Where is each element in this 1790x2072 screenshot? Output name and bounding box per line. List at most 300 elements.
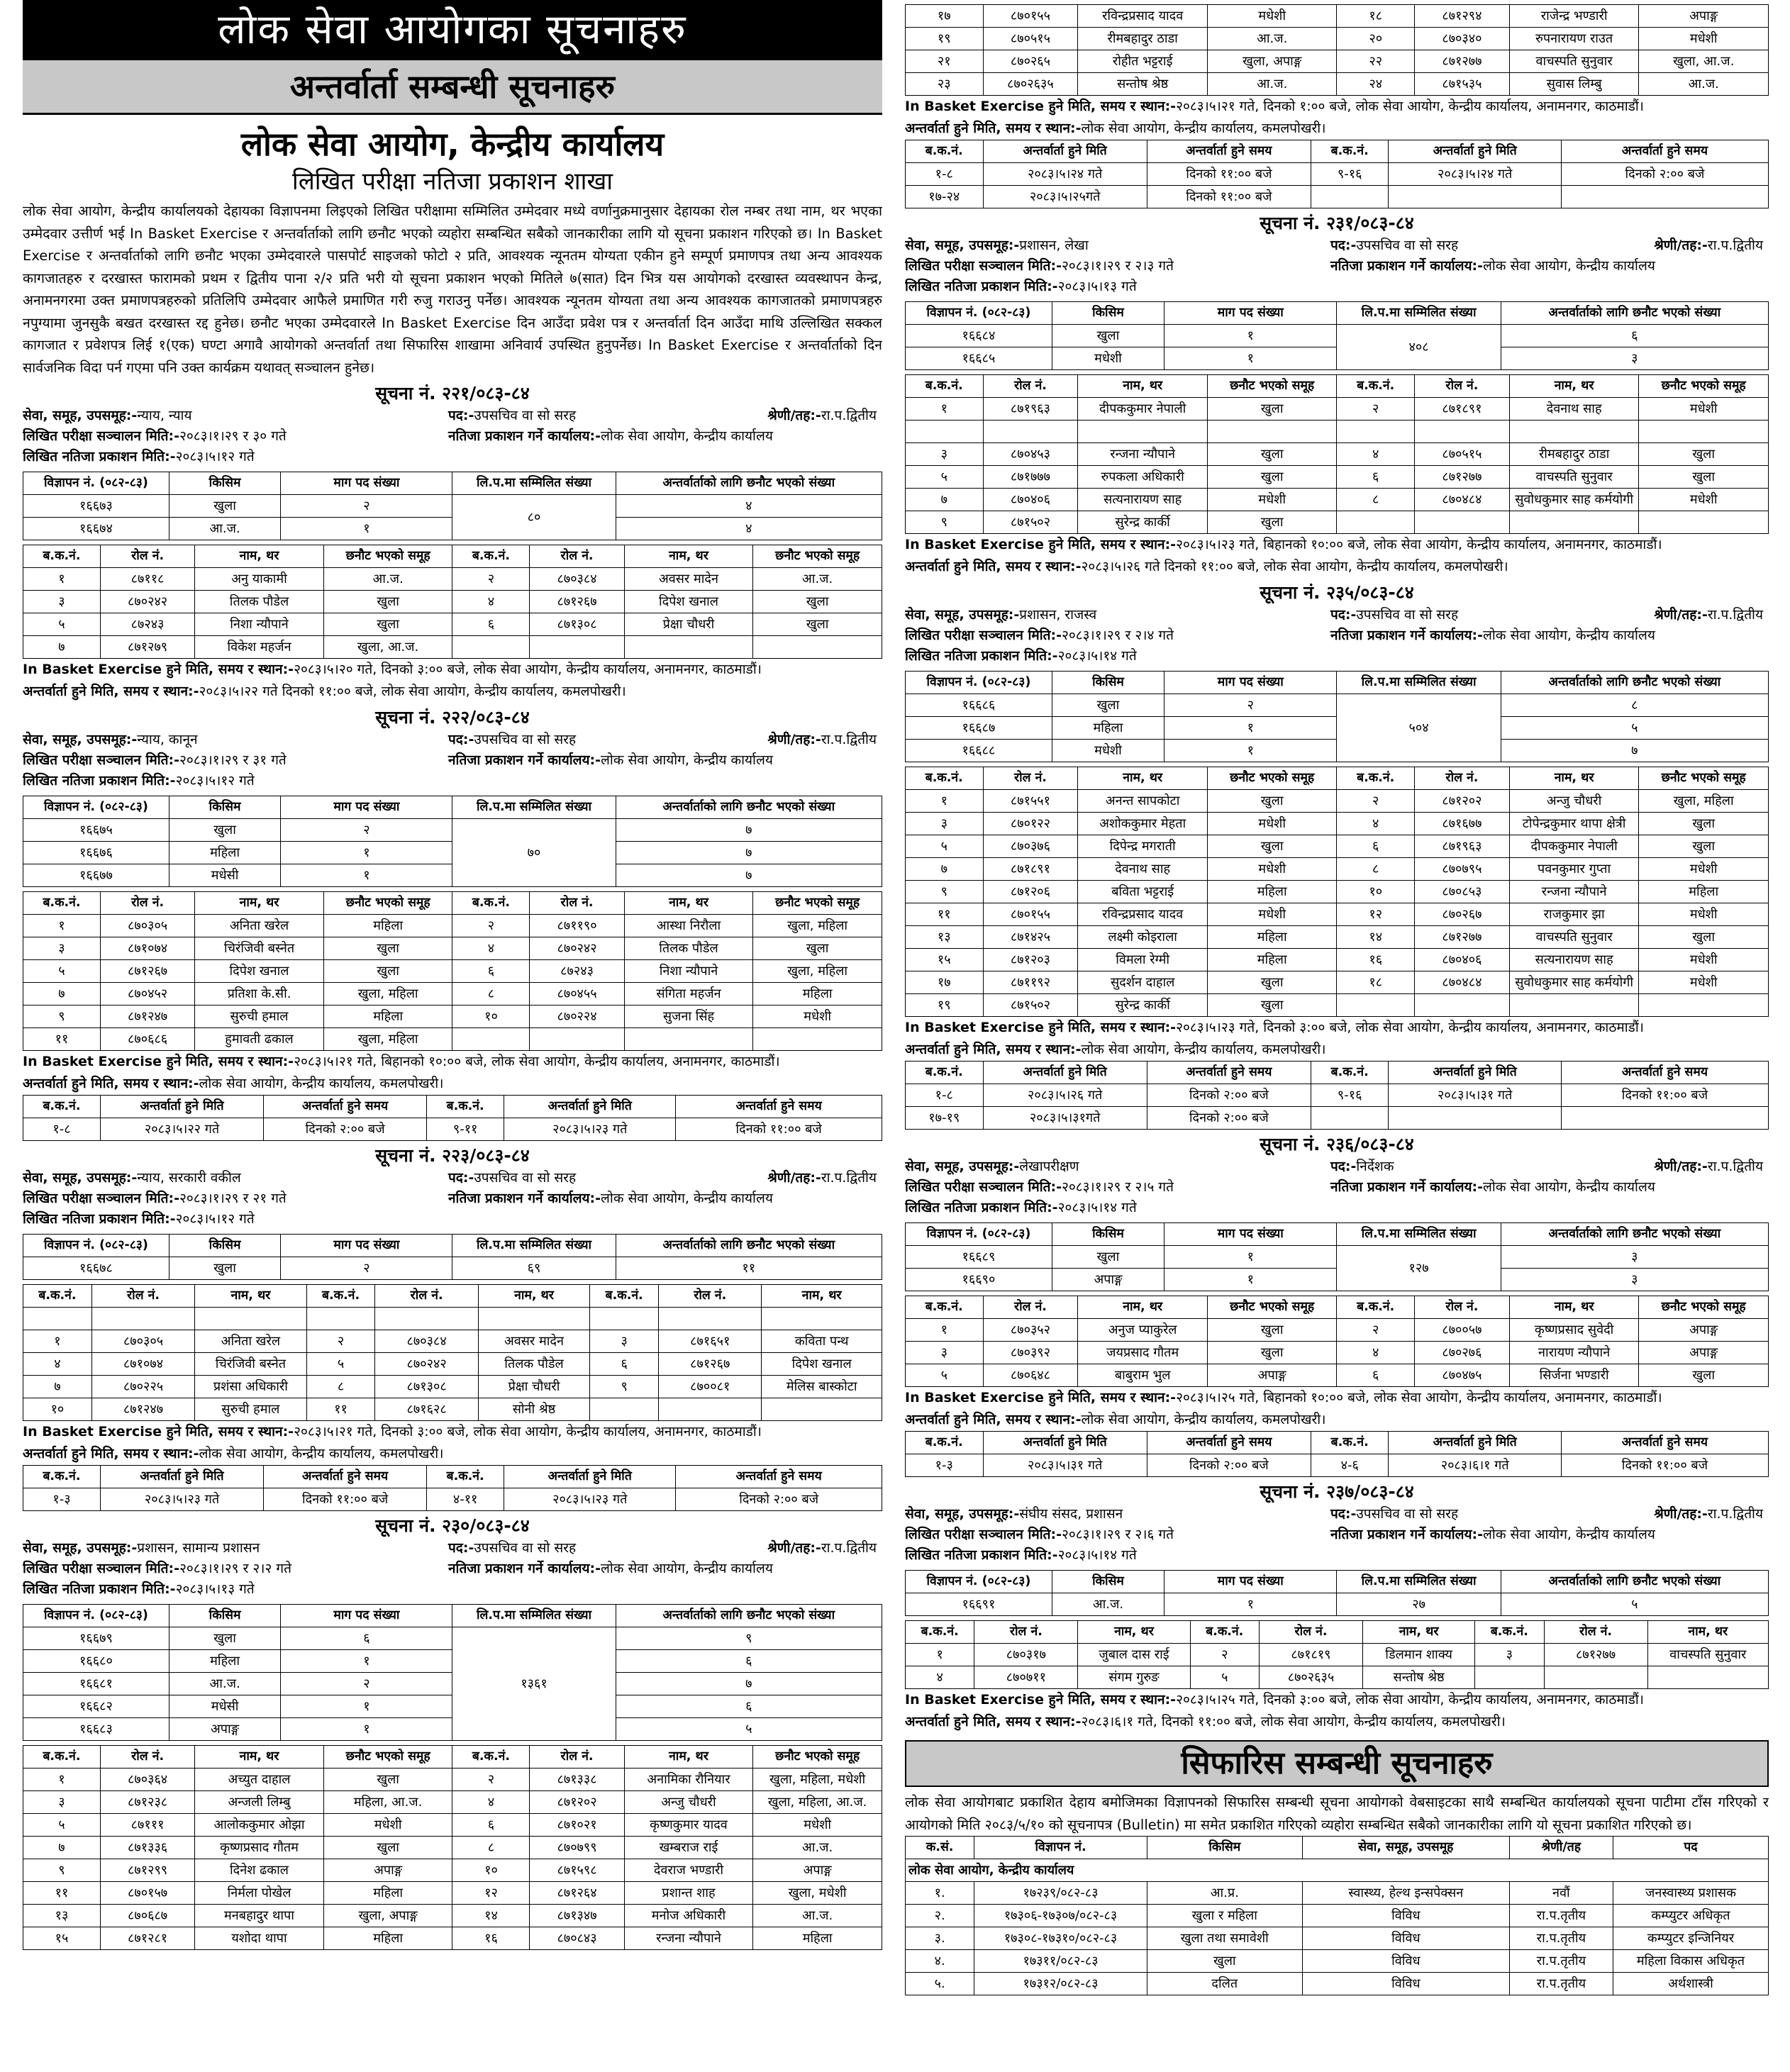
candidate-header: रोल नं. <box>1414 1296 1509 1319</box>
selected-count: ५ <box>616 1718 882 1741</box>
meta-value: रा.प.द्वितीय <box>1707 238 1763 253</box>
meta-value: लोक सेवा आयोग, केन्द्रीय कार्यालय <box>601 428 773 444</box>
meta-result_office <box>448 750 773 771</box>
candidate-cell: ३ <box>23 1791 101 1814</box>
schedule-line <box>905 118 1769 140</box>
notice-meta-row <box>23 750 882 771</box>
candidate-cell: ४ <box>23 1353 92 1376</box>
meta-label: लिखित परीक्षा सञ्चालन मिति:- <box>905 1179 1062 1195</box>
candidate-cell: १६ <box>452 1927 530 1950</box>
written-exam-total: १२७ <box>1337 1246 1501 1291</box>
candidate-cell: खुला <box>1207 971 1337 994</box>
adv-number: १६६८७ <box>906 717 1052 740</box>
candidate-header: ब.क.नं. <box>906 1621 974 1644</box>
schedule-cell: दिनको ११:०० बजे <box>1147 163 1311 186</box>
candidate-cell: ८७०६८६ <box>100 1028 194 1051</box>
notice-title: सूचना नं. २३५/०८३-८४ <box>1260 582 1414 603</box>
candidate-header: छनौट भएको समूह <box>1207 375 1337 398</box>
candidate-cell: खुला, महिला <box>753 960 882 983</box>
candidate-cell: प्रेक्षा चौधरी <box>478 1376 589 1398</box>
candidate-header: ब.क.नं. <box>1190 1621 1259 1644</box>
schedule-line <box>23 681 882 703</box>
candidate-cell: ८७१२७७ <box>1544 1644 1647 1666</box>
candidate-row <box>23 1859 882 1882</box>
meta-label: सेवा, समूह, उपसमूह:- <box>905 1506 1020 1522</box>
candidate-cell: रन्जना न्यौपाने <box>1078 443 1208 466</box>
recommendation-cell: १७३०८-१७३१०/०८२-८३ <box>974 1927 1147 1950</box>
candidate-header: ब.क.नं. <box>452 1746 530 1769</box>
meta-value: २०८३।५।१२ गते <box>175 1211 255 1227</box>
demand-count: १ <box>1164 1269 1337 1291</box>
candidate-cell: प्रशंसा अधिकारी <box>195 1376 306 1398</box>
candidate-cell: ७ <box>23 1376 92 1398</box>
candidate-cell: ८७११९२ <box>983 971 1078 994</box>
line-label: अन्तर्वार्ता हुने मिति, समय र स्थान:- <box>905 121 1082 136</box>
line-value: २०८३।६।१ गते, दिनको ११:०० बजे, लोक सेवा आयोग, केन्द्रीय कार्यालय, कमलपोखरी। <box>1081 1714 1506 1730</box>
notice-meta-row <box>23 426 882 447</box>
candidate-header: छनौट भएको समूह <box>753 892 882 915</box>
candidate-cell: ९ <box>23 1006 101 1028</box>
line-value: लोक सेवा आयोग, केन्द्रीय कार्यालय, कमलपोखरी। <box>199 1446 444 1461</box>
office-title: लोक सेवा आयोग, केन्द्रीय कार्यालय <box>240 125 665 163</box>
candidate-cell: ८७०२७६ <box>1414 1342 1509 1364</box>
recommendation-row <box>906 1882 1769 1905</box>
recommendation-section: लोक सेवा आयोग, केन्द्रीय कार्यालय <box>906 1859 1769 1882</box>
schedule-header: अन्तर्वार्ता हुने समय <box>1147 1062 1311 1084</box>
masthead: लोक सेवा आयोगका सूचनाहरु <box>23 0 882 58</box>
candidate-header: नाम, थर <box>1509 375 1639 398</box>
candidate-cell: ८७१८९१ <box>983 858 1078 881</box>
meta-post <box>1330 605 1458 625</box>
schedule-cell: २०८३।५।२६ गते <box>983 1084 1147 1107</box>
candidate-cell: ८७०४०६ <box>1414 949 1509 971</box>
written-exam-total: ४०८ <box>1337 325 1501 370</box>
candidate-cell: ८७१५५१ <box>983 790 1078 813</box>
demand-count: १ <box>1164 1246 1337 1269</box>
candidate-header: ब.क.नं. <box>906 375 984 398</box>
meta-value: उपसचिव वा सो सरह <box>474 1170 577 1186</box>
candidate-row <box>23 613 882 636</box>
meta-label: सेवा, समूह, उपसमूह:- <box>23 1540 138 1556</box>
candidate-header: नाम, थर <box>478 1285 589 1308</box>
category: खुला <box>169 1627 280 1650</box>
candidate-cell: ८७०८४३ <box>530 1927 624 1950</box>
candidate-cell: खुला <box>1639 1364 1769 1387</box>
meta-value: २०८३।५।१४ गते <box>1057 1200 1137 1215</box>
candidate-cell: कृष्णकुमार यादव <box>624 1814 753 1837</box>
candidate-cell: आ.ज. <box>753 1905 882 1927</box>
recommendation-cell: ३. <box>906 1927 974 1950</box>
category: मधेसी <box>169 864 280 887</box>
written-exam-total: ८० <box>452 495 616 540</box>
schedule-line <box>23 1443 882 1465</box>
candidate-cell: अपाङ्ग <box>1207 1364 1337 1387</box>
candidate-cell: ८७१०२१ <box>530 1814 624 1837</box>
candidate-cell: ८७०७९५ <box>1414 858 1509 881</box>
candidate-cell: खुला <box>1207 398 1337 420</box>
candidate-cell: खुला <box>1639 466 1769 489</box>
written-exam-total: ६९ <box>452 1257 616 1280</box>
branch-title: लिखित परीक्षा नतिजा प्रकाशन शाखा <box>291 167 613 196</box>
candidate-cell: ८७११८ <box>100 568 194 591</box>
schedule-cell: २०८३।५।२३ गते <box>504 1488 676 1511</box>
vacancy-table <box>23 796 882 887</box>
written-exam-total: २७ <box>1337 1593 1501 1616</box>
meta-result_date <box>905 1547 1137 1563</box>
candidate-cell: चिरंजिवी बस्नेत <box>195 937 324 960</box>
candidate-cell: अनिता खरेल <box>195 1330 306 1353</box>
candidate-cell: ८७१५३५ <box>1414 73 1509 96</box>
candidate-cell: ८७२४३ <box>530 960 624 983</box>
candidate-cell: अनन्त सापकोटा <box>1078 790 1208 813</box>
meta-result_date <box>23 449 255 464</box>
notice-meta-row <box>905 256 1769 277</box>
candidate-cell: खुला, महिला, मधेशी <box>753 1769 882 1791</box>
candidate-cell: ८७१२७७ <box>1414 50 1509 73</box>
candidate-cell: ९ <box>906 511 984 534</box>
candidate-cell: देवनाथ साह <box>1509 398 1639 420</box>
candidate-row <box>906 971 1769 994</box>
candidate-row <box>906 1644 1769 1666</box>
candidate-cell: ३ <box>23 591 101 613</box>
candidate-table <box>905 1296 1769 1387</box>
candidate-cell: १९ <box>906 994 984 1017</box>
demand-count: १ <box>281 1718 452 1741</box>
vacancy-header: लि.प.मा सम्मिलित संख्या <box>1337 1571 1501 1593</box>
schedule-header: ब.क.नं. <box>906 1432 984 1454</box>
candidate-cell: ८७०५१५ <box>983 28 1078 50</box>
candidate-cell: १९ <box>906 28 984 50</box>
candidate-cell <box>753 636 882 659</box>
candidate-cell: १० <box>452 1006 530 1028</box>
candidate-cell: अन्जु चौधरी <box>1509 790 1639 813</box>
candidate-cell: आलोककुमार ओझा <box>195 1814 324 1837</box>
candidate-row <box>23 636 882 659</box>
meta-value: रा.प.द्वितीय <box>821 1170 877 1186</box>
candidate-cell <box>624 636 753 659</box>
meta-value: न्याय, कानून <box>137 732 198 747</box>
recommendation-cell: १७३०६-१७३०७/०८२-८३ <box>974 1905 1147 1927</box>
candidate-cell: ८७०७९९ <box>530 1837 624 1859</box>
meta-value: २०८३।५।१३ गते <box>175 1581 255 1597</box>
schedule-cell: २०८३।५।३१ गते <box>1389 1084 1561 1107</box>
candidate-cell: खुला <box>1207 790 1337 813</box>
candidate-cell: ११ <box>906 903 984 926</box>
line-label: In Basket Exercise हुने मिति, समय र स्थान:- <box>905 537 1177 552</box>
candidate-cell: अनामिका रौनियार <box>624 1769 753 1791</box>
candidate-cell <box>1509 420 1639 443</box>
candidate-cell: मधेशी <box>1639 489 1769 511</box>
candidate-cell: खुला, अपाङ्ग <box>323 1905 452 1927</box>
adv-number: १६६८८ <box>906 740 1052 762</box>
candidate-cell: सुरुची हमाल <box>195 1006 324 1028</box>
candidate-cell: खुला, मधेशी <box>753 1882 882 1905</box>
candidate-cell: मधेशी <box>1207 5 1337 28</box>
candidate-cell: खुला, महिला <box>323 983 452 1006</box>
schedule-cell: दिनको ११:०० बजे <box>1561 1454 1768 1477</box>
candidate-cell: ६ <box>1337 1364 1415 1387</box>
category: महिला <box>169 1650 280 1673</box>
line-label: In Basket Exercise हुने मिति, समय र स्थान:- <box>23 1424 294 1439</box>
recommendation-header: क.सं. <box>906 1837 974 1859</box>
line-value: २०८३।५।२५ गते, बिहानको १०:०० बजे, लोक सेवा आयोग, केन्द्रीय कार्यालय, अनामनगर, काठमाडौं। <box>1176 1390 1662 1405</box>
candidate-cell: बाबुराम भुल <box>1078 1364 1208 1387</box>
meta-service <box>905 1159 1079 1174</box>
candidate-cell: १ <box>906 1319 984 1342</box>
candidate-cell: ४ <box>452 937 530 960</box>
meta-exam_date <box>905 1179 1174 1195</box>
selected-count: ८ <box>1501 694 1768 717</box>
notice-meta-row <box>23 1538 882 1559</box>
candidate-cell: खुला <box>323 613 452 636</box>
vacancy-header: लि.प.मा सम्मिलित संख्या <box>1337 672 1501 694</box>
candidate-cell: ४ <box>452 1791 530 1814</box>
candidate-row <box>906 5 1769 28</box>
candidate-row <box>23 1398 882 1421</box>
notice-meta-row <box>905 625 1769 646</box>
demand-count: १ <box>1164 717 1337 740</box>
candidate-cell: ८७०३१७ <box>974 1644 1078 1666</box>
candidate-cell: १८ <box>1337 971 1415 994</box>
candidate-cell <box>530 636 624 659</box>
meta-level <box>767 730 877 750</box>
adv-number: १६६७८ <box>23 1257 169 1280</box>
meta-level <box>1654 1157 1763 1177</box>
vacancy-header: अन्तर्वार्ताको लागि छनौट भएको संख्या <box>616 796 882 819</box>
candidate-cell: २ <box>452 1769 530 1791</box>
candidate-cell: १० <box>23 1398 92 1421</box>
candidate-cell: १० <box>1337 881 1415 903</box>
candidate-cell: ८७१६२८ <box>375 1398 478 1421</box>
schedule-header: अन्तर्वार्ता हुने मिति <box>1389 1062 1561 1084</box>
line-label: In Basket Exercise हुने मिति, समय र स्थान:- <box>905 1390 1177 1405</box>
meta-label: नतिजा प्रकाशन गर्ने कार्यालय:- <box>1330 1527 1484 1542</box>
schedule-header: अन्तर्वार्ता हुने समय <box>1561 1432 1768 1454</box>
meta-service <box>23 1170 241 1186</box>
line-label: In Basket Exercise हुने मिति, समय र स्थान:- <box>23 662 294 677</box>
candidate-cell: निशा न्यौपाने <box>195 613 324 636</box>
vacancy-header: माग पद संख्या <box>281 472 452 495</box>
candidate-cell <box>906 420 984 443</box>
candidate-cell <box>762 1308 882 1330</box>
line-value: २०८३।५।२३ गते, दिनको ३:०० बजे, लोक सेवा आयोग, केन्द्रीय कार्यालय, अनामनगर, काठमाडौं। <box>1176 1020 1644 1035</box>
candidate-cell: २२ <box>1337 50 1415 73</box>
candidate-cell: ८७०४५५ <box>530 983 624 1006</box>
schedule-header: ब.क.नं. <box>427 1466 504 1488</box>
meta-label: पद:- <box>448 732 474 747</box>
meta-result_date <box>905 1200 1137 1215</box>
candidate-row <box>23 1814 882 1837</box>
adv-number: १६६७९ <box>23 1627 169 1650</box>
category: खुला <box>169 1257 280 1280</box>
candidate-cell: ८७०४५३ <box>983 443 1078 466</box>
demand-count: २ <box>281 819 452 842</box>
vacancy-header: किसिम <box>1052 302 1164 325</box>
schedule-row <box>906 1107 1769 1130</box>
meta-post <box>448 730 576 750</box>
recommendation-cell: दलित <box>1147 1973 1302 1995</box>
candidate-cell: ५ <box>23 613 101 636</box>
candidate-table <box>905 4 1769 96</box>
candidate-cell: ८७२४३ <box>100 613 194 636</box>
line-value: २०८३।५।२३ गते, बिहानको १०:०० बजे, लोक सेवा आयोग, केन्द्रीय कार्यालय, अनामनगर, काठमाडौं। <box>1176 537 1662 552</box>
written-exam-total: ७० <box>452 819 616 887</box>
candidate-cell: ८७०३८४ <box>375 1330 478 1353</box>
candidate-cell: मधेशी <box>753 1814 882 1837</box>
vacancy-header: माग पद संख्या <box>1164 672 1337 694</box>
candidate-cell: ७ <box>23 983 101 1006</box>
category: मधेसी <box>169 1695 280 1718</box>
candidate-cell: हुमावती ढकाल <box>195 1028 324 1051</box>
line-value: २०८३।५।२० गते, दिनको ३:०० बजे, लोक सेवा आयोग, केन्द्रीय कार्यालय, अनामनगर, काठमाडौं। <box>294 662 762 677</box>
recommendation-cell: खुला <box>1147 1950 1302 1973</box>
candidate-cell: अनु याकामी <box>195 568 324 591</box>
candidate-cell: खम्बराज राई <box>624 1837 753 1859</box>
candidate-cell: खुला, आ.ज. <box>1639 50 1769 73</box>
meta-exam_date <box>23 428 287 444</box>
meta-label: नतिजा प्रकाशन गर्ने कार्यालय:- <box>1330 258 1484 274</box>
candidate-row <box>906 790 1769 813</box>
candidate-cell: कृष्णप्रसाद गौतम <box>195 1837 324 1859</box>
vacancy-row <box>23 1257 882 1280</box>
candidate-cell: खुला, महिला <box>323 1028 452 1051</box>
candidate-cell: ३ <box>590 1330 659 1353</box>
candidate-cell: आस्था निरौला <box>624 915 753 937</box>
candidate-cell: मधेशी <box>1639 971 1769 994</box>
candidate-cell: ८७१३३६ <box>100 1837 194 1859</box>
schedule-header: अन्तर्वार्ता हुने मिति <box>1389 140 1561 163</box>
meta-value: उपसचिव वा सो सरह <box>1356 607 1459 623</box>
recommendation-cell: अर्थशास्त्री <box>1613 1973 1768 1995</box>
schedule-header: ब.क.नं. <box>23 1096 101 1118</box>
line-label: अन्तर्वार्ता हुने मिति, समय र स्थान:- <box>905 559 1082 574</box>
meta-value: प्रशासन, राजस्व <box>1019 607 1097 623</box>
meta-label: सेवा, समूह, उपसमूह:- <box>23 1170 138 1186</box>
recommendation-intro: लोक सेवा आयोगबाट प्रकाशित देहाय बमोजिमका विज्ञापनको सिफारिस सम्बन्धी सूचना आयोगको वेबसाइटका साथै सम्बन्धित कार्यालयको सूचना पाटीमा टाँस गरिएको र आयोगको मिति २०८३/५/१० को सूचनापत्र (Bulletin) मा समेत प्रकाशित गरिएको व्यहोरा सम्बन्धित सबैको जानकारीका लागि यो सूचना प्रकाशित गरिएको छ। <box>905 1794 1769 1833</box>
candidate-cell: १७ <box>906 5 984 28</box>
selected-count: ३ <box>1501 1269 1768 1291</box>
candidate-cell: ३ <box>906 443 984 466</box>
candidate-cell: ८७०३०५ <box>91 1330 194 1353</box>
candidate-cell <box>1207 420 1337 443</box>
schedule-header: ब.क.नं. <box>427 1096 504 1118</box>
candidate-cell <box>1337 420 1415 443</box>
schedule-header: अन्तर्वार्ता हुने मिति <box>983 1062 1147 1084</box>
candidate-cell: खुला, महिला <box>753 915 882 937</box>
candidate-cell: २३ <box>906 73 984 96</box>
candidate-row <box>23 1905 882 1927</box>
category: आ.ज. <box>1052 1593 1164 1616</box>
candidate-cell: १ <box>906 1644 974 1666</box>
meta-value: उपसचिव वा सो सरह <box>1356 1506 1459 1522</box>
candidate-header: रोल नं. <box>1414 375 1509 398</box>
adv-number: १६६८५ <box>906 347 1052 370</box>
schedule-cell <box>1561 1107 1768 1130</box>
candidate-cell: अच्युत दाहाल <box>195 1769 324 1791</box>
candidate-header: रोल नं. <box>100 545 194 568</box>
candidate-cell: २० <box>1337 28 1415 50</box>
candidate-table <box>905 374 1769 534</box>
adv-number: १६६७४ <box>23 518 169 540</box>
adv-number: १६६७३ <box>23 495 169 518</box>
recommendation-cell: रा.प.तृतीय <box>1509 1905 1613 1927</box>
candidate-cell: ८७०२४२ <box>530 937 624 960</box>
candidate-row <box>906 50 1769 73</box>
candidate-cell: महिला <box>1639 881 1769 903</box>
candidate-row <box>906 881 1769 903</box>
meta-value: लोक सेवा आयोग, केन्द्रीय कार्यालय <box>601 752 773 768</box>
candidate-cell: खुला <box>1207 1342 1337 1364</box>
candidate-cell: खुला, आ.ज. <box>323 636 452 659</box>
schedule-row <box>906 186 1769 208</box>
vacancy-header: अन्तर्वार्ताको लागि छनौट भएको संख्या <box>1501 1223 1768 1246</box>
notice-title: सूचना नं. २३६/०८३-८४ <box>1260 1134 1414 1154</box>
adv-number: १६६८६ <box>906 694 1052 717</box>
category: खुला <box>1052 694 1164 717</box>
selected-count: ७ <box>616 1673 882 1695</box>
adv-number: १६६७६ <box>23 842 169 864</box>
line-value: लोक सेवा आयोग, केन्द्रीय कार्यालय, कमलपोखरी। <box>1081 121 1326 136</box>
selected-count: ७ <box>616 842 882 864</box>
candidate-cell: ८७१२६७ <box>100 960 194 983</box>
meta-value: २०८३।१।२९ र ३१ गते <box>179 752 287 768</box>
candidate-cell: ९ <box>590 1376 659 1398</box>
vacancy-table <box>905 1222 1769 1291</box>
candidate-cell: ८७१२०६ <box>983 881 1078 903</box>
meta-label: नतिजा प्रकाशन गर्ने कार्यालय:- <box>448 1191 601 1206</box>
candidate-cell: ८ <box>452 1837 530 1859</box>
candidate-cell: अवसर मादेन <box>478 1330 589 1353</box>
candidate-cell: मधेशी <box>1639 858 1769 881</box>
meta-value: २०८३।१।२९ र ३० गते <box>179 428 287 444</box>
candidate-cell: महिला, आ.ज. <box>323 1791 452 1814</box>
recommendation-cell: विविध <box>1302 1927 1509 1950</box>
schedule-header: अन्तर्वार्ता हुने समय <box>1147 140 1311 163</box>
meta-value: लोक सेवा आयोग, केन्द्रीय कार्यालय <box>1483 628 1655 643</box>
recommendation-cell: १. <box>906 1882 974 1905</box>
schedule-cell: २०८३।५।३१गते <box>983 1107 1147 1130</box>
candidate-header: रोल नं. <box>530 545 624 568</box>
schedule-cell: ४-११ <box>427 1488 504 1511</box>
recommendation-header: श्रेणी/तह <box>1509 1837 1613 1859</box>
candidate-row <box>906 420 1769 443</box>
candidate-cell: ८७०३७६ <box>983 835 1078 858</box>
meta-label: सेवा, समूह, उपसमूह:- <box>23 732 138 747</box>
meta-label: लिखित नतिजा प्रकाशन मिति:- <box>23 1211 176 1227</box>
candidate-header: ब.क.नं. <box>1337 1296 1415 1319</box>
candidate-header: ब.क.नं. <box>23 1746 101 1769</box>
meta-result_date <box>23 1211 255 1227</box>
schedule-row <box>906 163 1769 186</box>
candidate-cell: १३ <box>23 1905 101 1927</box>
notice-meta-row <box>23 1579 882 1600</box>
schedule-header: अन्तर्वार्ता हुने समय <box>1147 1432 1311 1454</box>
candidate-cell: ८७००५७ <box>1414 1319 1509 1342</box>
candidate-cell: ९ <box>906 881 984 903</box>
meta-level <box>767 1168 877 1188</box>
candidate-cell: पवनकुमार गुप्ता <box>1509 858 1639 881</box>
candidate-row <box>906 28 1769 50</box>
candidate-cell: ८७१०७४ <box>100 937 194 960</box>
candidate-header: नाम, थर <box>1362 1621 1474 1644</box>
line-label: अन्तर्वार्ता हुने मिति, समय र स्थान:- <box>23 1446 199 1461</box>
schedule-cell: ४-६ <box>1311 1454 1389 1477</box>
candidate-header: रोल नं. <box>100 1746 194 1769</box>
candidate-cell: ८७०२४२ <box>375 1353 478 1376</box>
candidate-cell: प्रशान्त शाह <box>624 1882 753 1905</box>
meta-value: प्रशासन, लेखा <box>1019 238 1089 253</box>
category: महिला <box>169 842 280 864</box>
